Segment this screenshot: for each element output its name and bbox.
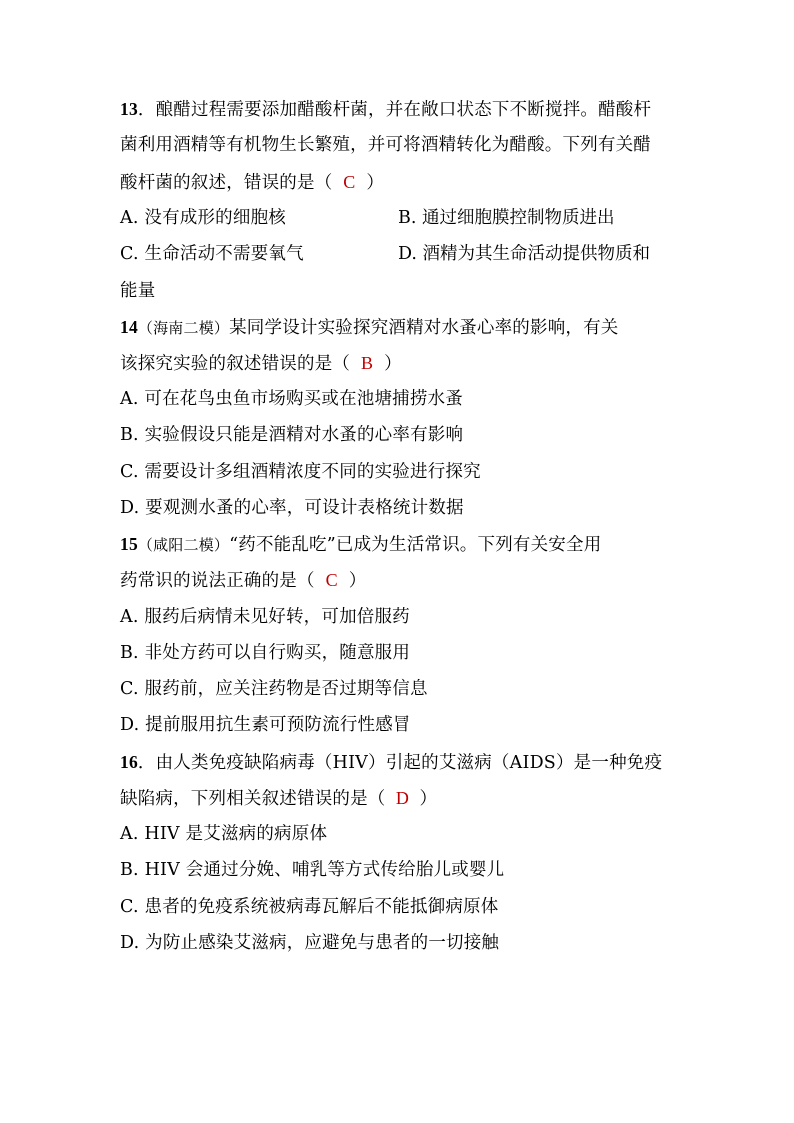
question-13-line-1 [120, 97, 651, 122]
option-b: B. HIV 会通过分娩、哺乳等方式传给胎儿或婴儿 [120, 860, 505, 880]
question-13-line-3 [120, 170, 384, 195]
option-c: C. 生命活动不需要氧气 [120, 244, 304, 264]
option-b: B. 通过细胞膜控制物质进出 [398, 208, 615, 228]
option-a: A. 没有成形的细胞核 [120, 208, 286, 228]
question-number: 13 [120, 99, 138, 119]
question-stem: 该探究实验的叙述错误的是（ [120, 354, 351, 374]
question-stem: 药常识的说法正确的是（ [120, 571, 315, 591]
question-stem: 缺陷病，下列相关叙述错误的是（ [120, 789, 386, 809]
option-c: C. 患者的免疫系统被病毒瓦解后不能抵御病原体 [120, 897, 499, 917]
option-c: C. 需要设计多组酒精浓度不同的实验进行探究 [120, 462, 481, 482]
question-stem: ．由人类免疫缺陷病毒（HIV）引起的艾滋病（AIDS）是一种免疫 [137, 753, 663, 773]
question-14-line-2 [120, 351, 402, 376]
question-stem: 某同学设计实验探究酒精对水蚤心率的影响，有关 [229, 318, 619, 338]
question-16-line-2 [120, 786, 437, 811]
answer-mark: B [361, 353, 374, 373]
question-source: （海南二模） [137, 319, 230, 337]
answer-close-bracket: ） [348, 571, 367, 591]
answer-close-bracket: ） [419, 789, 438, 809]
answer-mark: C [343, 172, 356, 192]
option-d: D. 要观测水蚤的心率，可设计表格统计数据 [120, 498, 464, 518]
option-d: D. 为防止感染艾滋病，应避免与患者的一切接触 [120, 933, 500, 953]
question-stem: “药不能乱吃”已成为生活常识。下列有关安全用 [229, 535, 602, 555]
answer-mark: D [395, 788, 410, 808]
option-c: C. 服药前，应关注药物是否过期等信息 [120, 679, 428, 699]
option-d: D. 酒精为其生命活动提供物质和 [398, 244, 651, 264]
option-a: A. HIV 是艾滋病的病原体 [120, 824, 328, 844]
option-a: A. 服药后病情未见好转，可加倍服药 [120, 607, 410, 627]
question-16-line-1 [120, 750, 662, 775]
question-15-line-1 [120, 532, 601, 557]
answer-close-bracket: ） [366, 173, 385, 193]
question-15-line-2 [120, 568, 366, 593]
question-number: 16 [120, 752, 138, 772]
question-13-line-2: 菌利用酒精等有机物生长繁殖，并可将酒精转化为醋酸。下列有关醋 [120, 135, 651, 155]
option-b: B. 非处方药可以自行购买，随意服用 [120, 643, 411, 663]
option-b: B. 实验假设只能是酒精对水蚤的心率有影响 [120, 425, 464, 445]
question-stem: 酸杆菌的叙述，错误的是（ [120, 173, 333, 193]
option-d: D. 提前服用抗生素可预防流行性感冒 [120, 715, 411, 735]
question-source: （咸阳二模） [137, 536, 230, 554]
option-d-continued: 能量 [120, 281, 156, 301]
answer-close-bracket: ） [384, 354, 402, 374]
question-stem: ．酿醋过程需要添加醋酸杆菌，并在敞口状态下不断搅拌。醋酸杆 [137, 100, 652, 120]
answer-mark: C [325, 570, 338, 590]
option-a: A. 可在花鸟虫鱼市场购买或在池塘捕捞水蚤 [120, 389, 463, 409]
question-14-line-1 [120, 315, 619, 340]
question-number: 15 [120, 534, 138, 554]
question-number: 14 [120, 317, 138, 337]
